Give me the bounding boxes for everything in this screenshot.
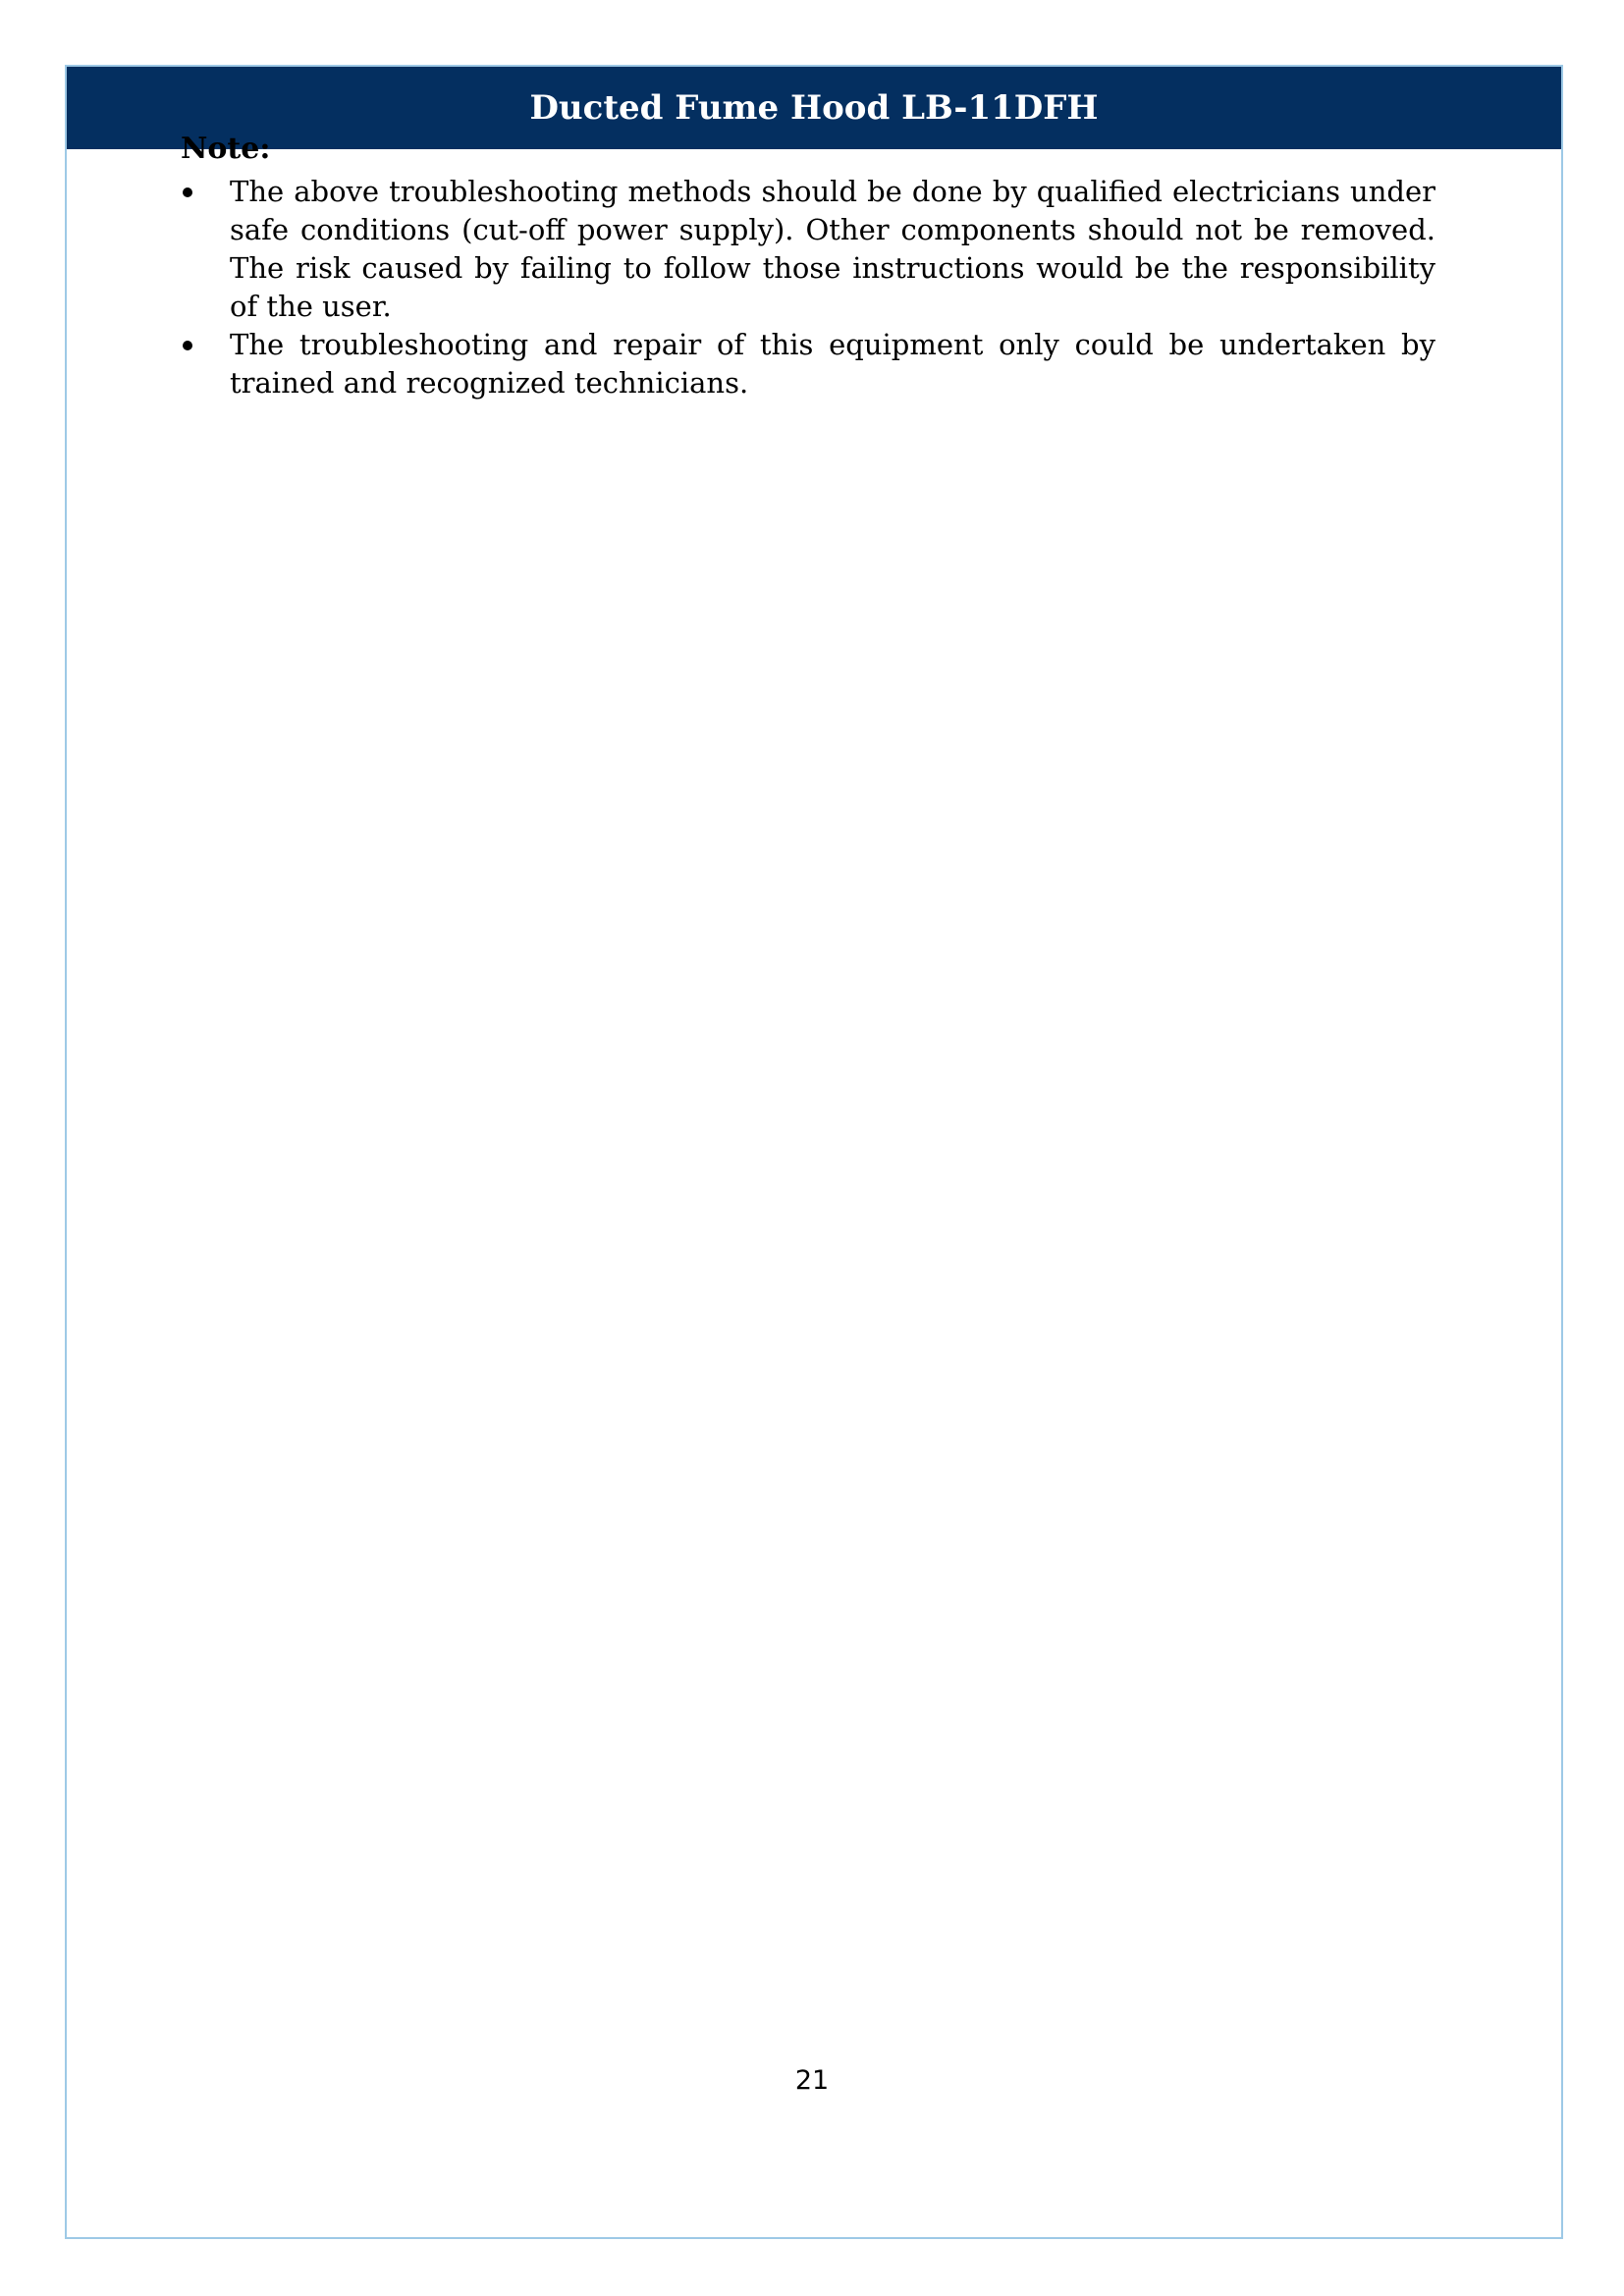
- page-title: Ducted Fume Hood LB-11DFH: [529, 88, 1099, 128]
- note-list-item: [181, 173, 1435, 326]
- note-list-item: [181, 326, 1435, 402]
- note-list: [181, 173, 1435, 402]
- page-number: 21: [794, 2065, 830, 2096]
- note-item-text: The troubleshooting and repair of this equipment only could be undertaken by trained and recognized technicians.: [230, 328, 1435, 400]
- bullet-icon: [183, 341, 192, 350]
- note-section: [181, 130, 1435, 402]
- note-label: Note:: [181, 132, 271, 166]
- note-item-text: The above troubleshooting methods should be done by qualified electricians under safe conditions (cut-off power supply). Other components should not be removed. The risk caused by failing to follow those instructions would be the responsibility of the user.: [230, 175, 1435, 323]
- bullet-icon: [183, 187, 192, 197]
